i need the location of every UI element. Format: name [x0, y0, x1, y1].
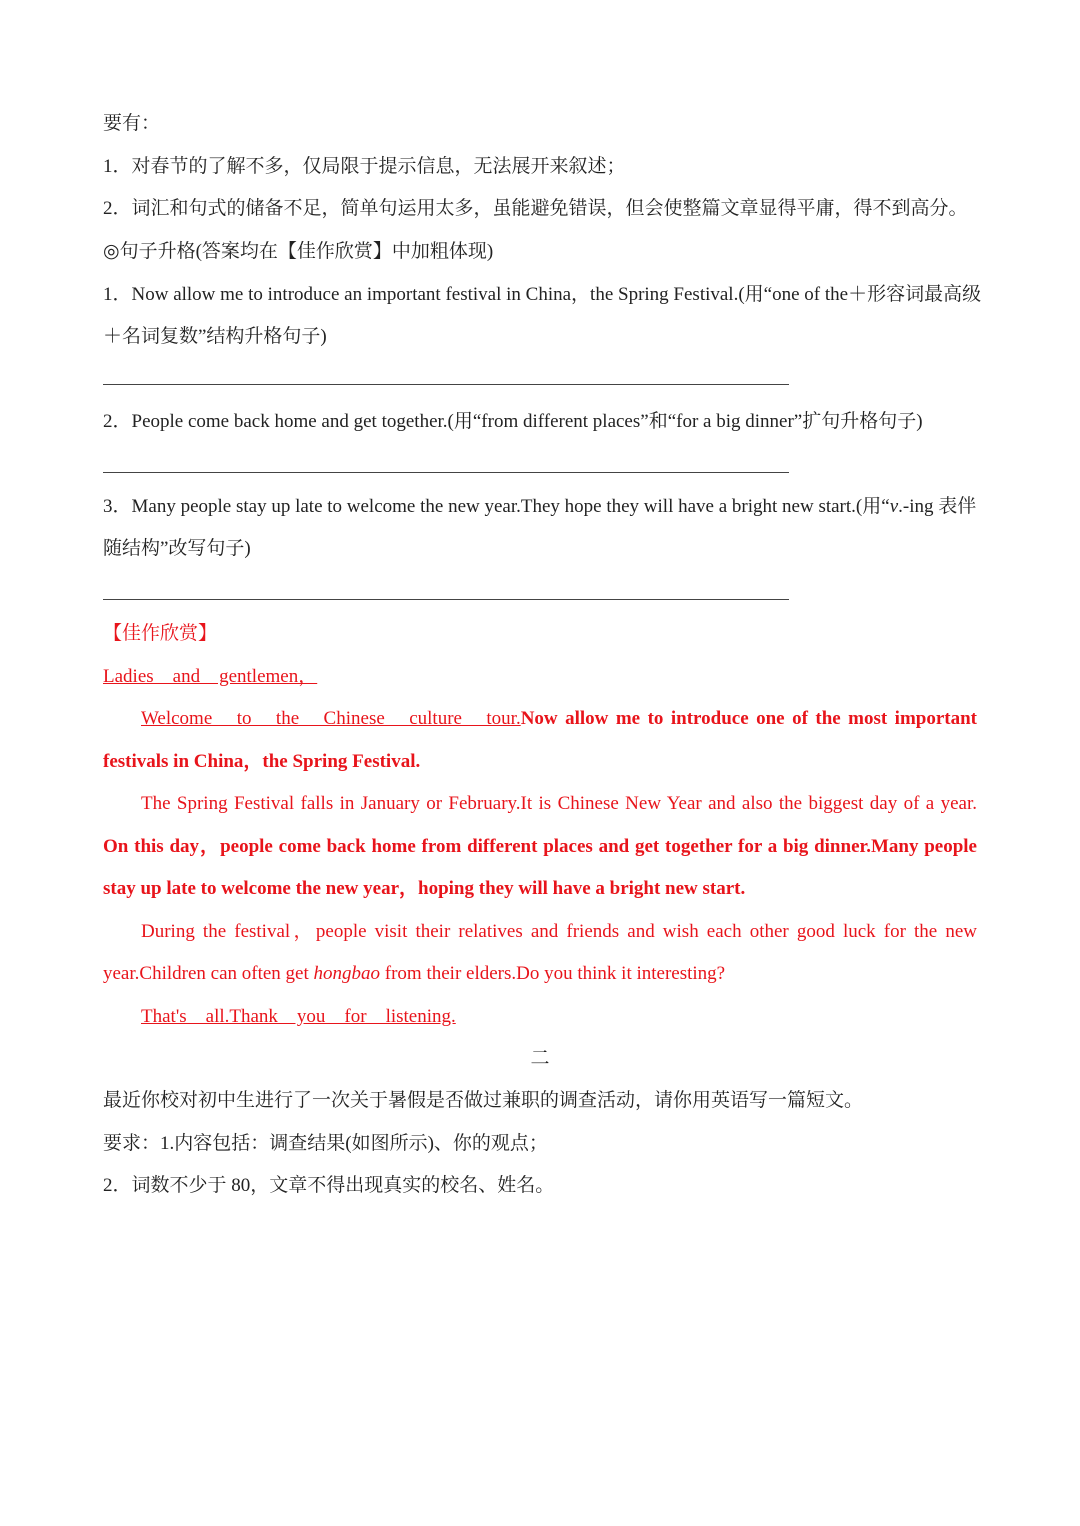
- task-1-line-2: ＋名词复数”结构升格句子): [103, 326, 327, 347]
- section-two-requirement-1: 要求：1.内容包括：调查结果(如图所示)、你的观点；: [103, 1133, 548, 1154]
- model-heading: 【佳作欣赏】: [103, 623, 218, 644]
- intro-heading: 要有：: [103, 113, 161, 134]
- upgrade-heading: ◎句子升格(答案均在【佳作欣赏】中加粗体现): [103, 241, 494, 262]
- model-paragraph-3-line-1: During the festival，people visit their relatives and friends and wish each other good luck for the new: [141, 921, 977, 942]
- model-paragraph-2-line-3: stay up late to welcome the new year，hoping they will have a bright new start.: [103, 878, 746, 899]
- task-3-line-2: 随结构”改写句子): [103, 538, 251, 559]
- section-two-prompt: 最近你校对初中生进行了一次关于暑假是否做过兼职的调查活动，请你用英语写一篇短文。: [103, 1090, 864, 1111]
- model-salutation: Ladies and gentlemen，: [103, 666, 318, 687]
- model-paragraph-2-line-2: On this day，people come back home from different places and get together for a big dinner.Many people: [103, 836, 977, 857]
- model-paragraph-2-line-1: The Spring Festival falls in January or February.It is Chinese New Year and also the biggest day of a year.: [141, 793, 977, 814]
- section-number: 二: [530, 1048, 550, 1069]
- answer-blank-2: [103, 472, 789, 473]
- task-2-line-1: 2．People come back home and get together.(用“from different places”和“for a big dinner”扩句升格句子): [103, 411, 923, 432]
- section-two-requirement-2: 2．词数不少于 80，文章不得出现真实的校名、姓名。: [103, 1175, 555, 1196]
- task-3-line-1: 3．Many people stay up late to welcome the new year.They hope they will have a bright new start.(用“v.-ing 表伴: [103, 496, 977, 517]
- model-paragraph-1-line-2: festivals in China，the Spring Festival.: [103, 751, 421, 772]
- model-paragraph-3-line-2: year.Children can often get hongbao from their elders.Do you think it interesting?: [103, 963, 726, 984]
- problem-item: 1．对春节的了解不多，仅局限于提示信息，无法展开来叙述；: [103, 156, 626, 177]
- model-closing: That's all.Thank you for listening.: [141, 1006, 456, 1027]
- answer-blank-1: [103, 384, 789, 385]
- task-1-line-1: 1．Now allow me to introduce an important festival in China，the Spring Festival.(用“one of the＋形容词最高级: [103, 284, 982, 305]
- answer-blank-3: [103, 599, 789, 600]
- model-paragraph-1-line-1: Welcome to the Chinese culture tour.Now allow me to introduce one of the most important: [141, 708, 978, 729]
- problem-item: 2．词汇和句式的储备不足，简单句运用太多，虽能避免错误，但会使整篇文章显得平庸，得不到高分。: [103, 198, 968, 219]
